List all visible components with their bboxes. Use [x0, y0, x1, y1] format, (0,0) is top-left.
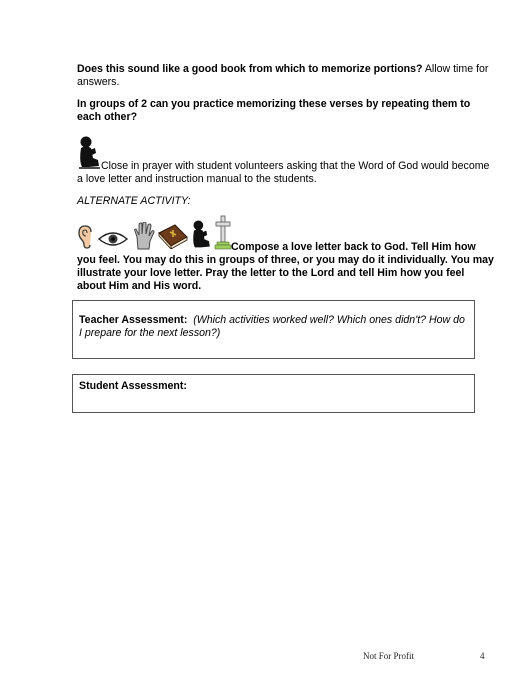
prayer-paragraph: Close in prayer with student volunteers asking that the Word of God would become a love letter and instruction manual to the students.	[77, 160, 490, 185]
student-assessment-content	[79, 380, 468, 393]
teacher-assessment-label: Teacher Assessment:	[79, 314, 188, 326]
alternate-activity-text: Compose a love letter back to God. Tell Him how you feel. You may do this in groups of three, or you may do it individually. You may illustrate your love letter. Pray the letter to the Lord and tell Him how you feel about Him and His word.	[77, 241, 494, 292]
teacher-assessment-prompt: (Which activities worked well? Which ones didn't? How do I prepare for the next lesson?)	[79, 314, 465, 339]
teacher-assessment-box	[72, 300, 475, 359]
student-assessment-box	[72, 374, 475, 413]
question-paragraph-1	[77, 63, 495, 89]
alternate-activity-heading: ALTERNATE ACTIVITY:	[77, 195, 191, 207]
question-paragraph-2: In groups of 2 can you practice memorizing these verses by repeating them to each other?	[77, 98, 471, 123]
teacher-assessment-content	[79, 314, 468, 340]
footer-text: Not For Profit	[363, 651, 415, 661]
page-number: 4	[480, 651, 485, 661]
student-assessment-label: Student Assessment:	[79, 380, 187, 392]
question-bold-text: Does this sound like a good book from which to memorize portions?	[77, 63, 423, 75]
question-instruction-text: Allow time for answers.	[77, 63, 489, 88]
